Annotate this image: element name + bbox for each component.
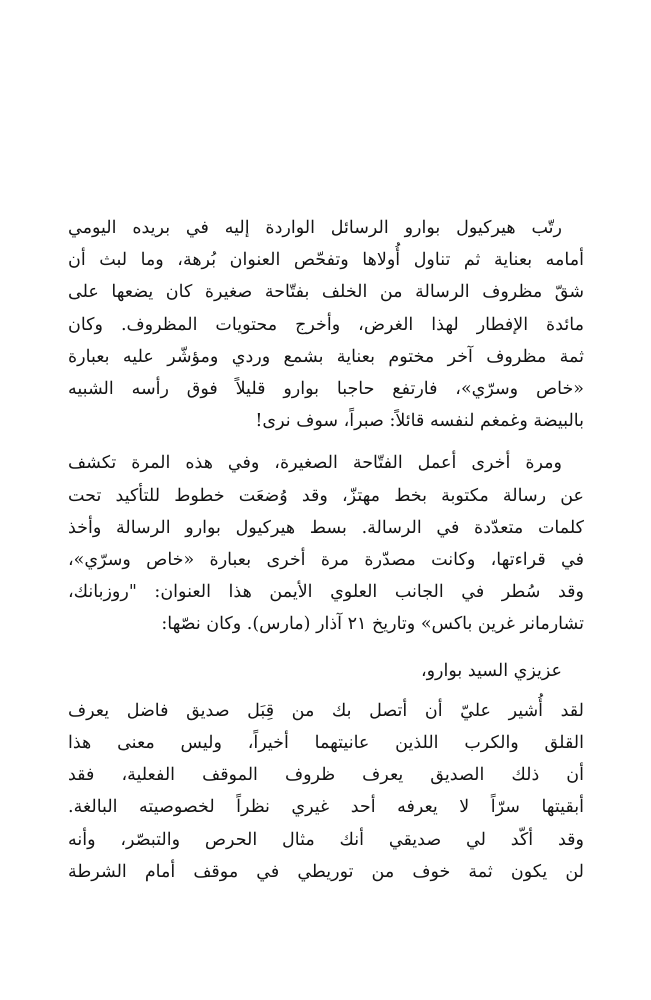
text-line: «خاص وسرّي»، فارتفع حاجبا بوارو قليلاً فوق رأسه الشبيه <box>68 379 584 400</box>
text-line: أن ذلك الصديق يعرف ظروف الموقف الفعلية، فقد <box>68 765 584 786</box>
text-line: بالبيضة وغمغم لنفسه قائلاً: صبراً، سوف نرى! <box>255 411 584 432</box>
text-line: أبقيتها سرّاً لا يعرفه أحد غيري نظراً لخصوصيته البالغة. <box>68 797 584 818</box>
text-line: عن رسالة مكتوبة بخط مهتزّ، وقد وُضعَت خطوط للتأكيد تحت <box>68 485 584 506</box>
paragraph-1 <box>68 212 584 437</box>
text-line: في قراءتها، وكانت مصدّرة مرة أخرى بعبارة «خاص وسرّي»، <box>68 550 584 571</box>
text-line: القلق والكرب اللذين عانيتهما أخيراً، وليس معنى هذا <box>68 733 584 754</box>
text-line: مائدة الإفطار لهذا الغرض، وأخرج محتويات المظروف. وكان <box>68 314 584 335</box>
text-line: أمامه بعناية ثم تناول أُولاها وتفحّص العنوان بُرهة، وما لبث أن <box>68 250 584 271</box>
paragraph-2 <box>68 447 584 640</box>
page-text <box>68 212 584 888</box>
text-line: لن يكون ثمة خوف من توريطي في موقف أمام الشرطة <box>68 861 584 882</box>
text-line: كلمات متعدّدة في الرسالة. بسط هيركيول بوارو الرسالة وأخذ <box>68 517 584 538</box>
text-line: رتّب هيركيول بوارو الرسائل الواردة إليه في بريده اليومي <box>68 218 562 238</box>
text-line: ثمة مظروف آخر مختوم بعناية بشمع وردي ومؤشّر عليه بعبارة <box>68 346 584 367</box>
text-line: تشارمانر غرين باكس» وتاريخ ٢١ آذار (مارس). وكان نصّها: <box>161 614 584 635</box>
letter-body <box>68 695 584 888</box>
text-line: لقد أُشير عليّ أن أتصل بك من قِبَل صديق فاضل يعرف <box>68 700 584 721</box>
text-line: وقد أكّد لي صديقي أنك مثال الحرص والتبصّر، وأنه <box>68 829 584 850</box>
letter-greeting: عزيزي السيد بوارو، <box>420 660 562 681</box>
text-line: ومرة أخرى أعمل الفتّاحة الصغيرة، وفي هذه المرة تكشف <box>68 453 562 474</box>
text-line: وقد سُطر في الجانب العلوي الأيمن هذا العنوان: "روزبانك، <box>68 582 584 603</box>
text-line: شقّ مظروف الرسالة من الخلف بفتّاحة صغيرة كان يضعها على <box>68 282 584 303</box>
